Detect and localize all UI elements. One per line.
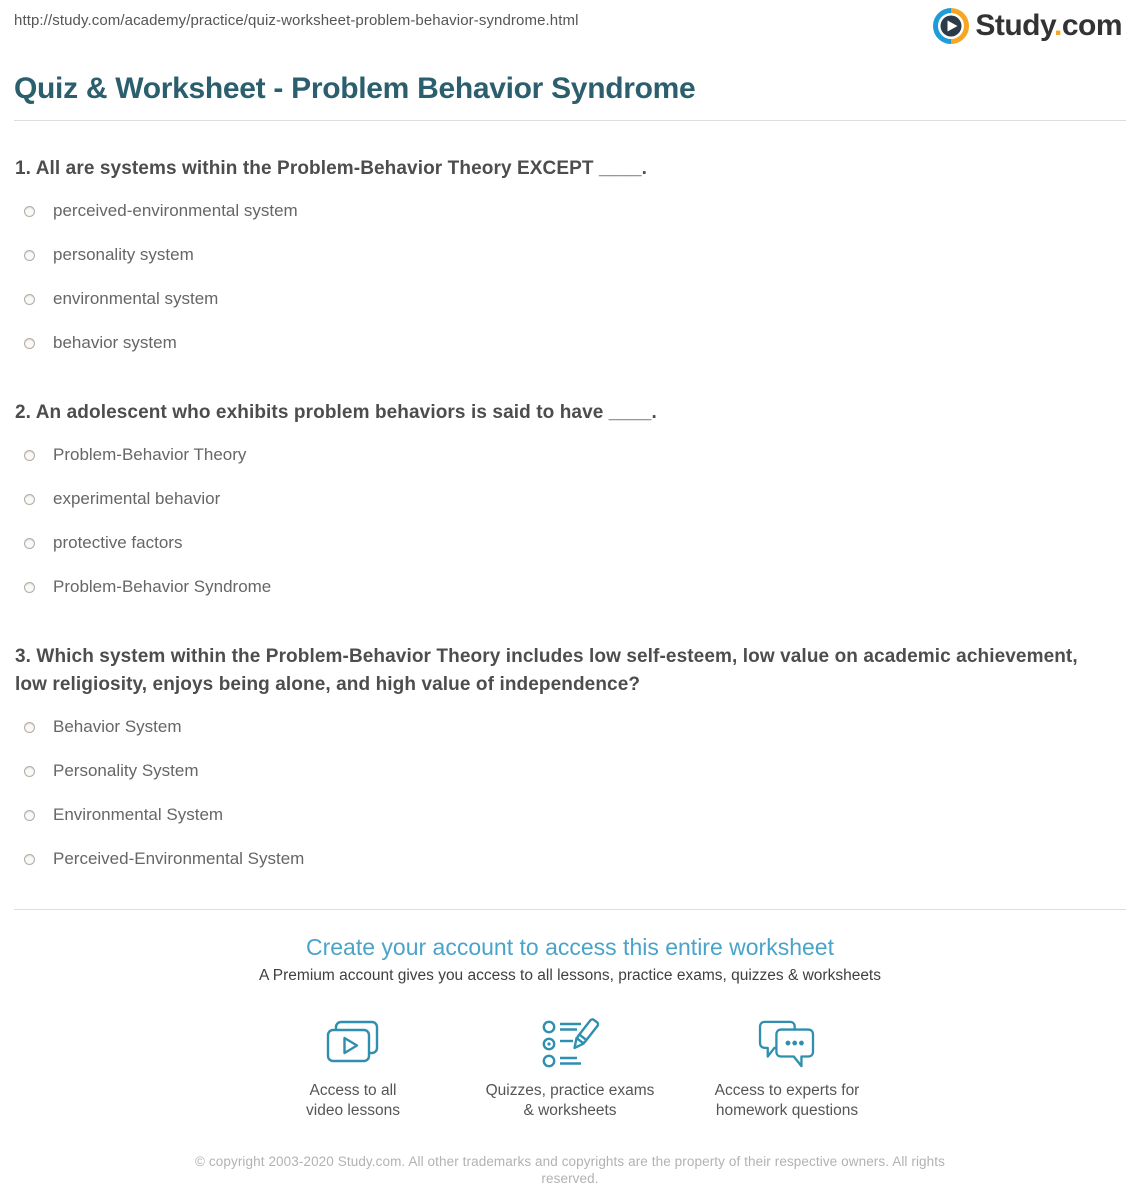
question-1-option-3[interactable] — [15, 277, 1080, 321]
question-3-option-4[interactable] — [15, 837, 1080, 881]
feature-homework-experts — [679, 1018, 896, 1121]
page-title: Quiz & Worksheet - Problem Behavior Syndrome — [14, 72, 696, 105]
radio-button[interactable] — [24, 722, 35, 733]
copyright-notice: © copyright 2003-2020 Study.com. All other trademarks and copyrights are the property of their respective owners. All rights reserved. — [195, 1154, 945, 1186]
study-logo-icon — [933, 8, 969, 44]
option-label: Problem-Behavior Syndrome — [53, 577, 272, 596]
question-2 — [15, 399, 1080, 609]
radio-button[interactable] — [24, 854, 35, 865]
option-label: Problem-Behavior Theory — [53, 445, 247, 464]
radio-button[interactable] — [24, 766, 35, 777]
create-account-link[interactable]: Create your account to access this entire worksheet — [306, 934, 834, 960]
feature-label: Quizzes, practice exams & worksheets — [485, 1082, 655, 1119]
question-1-option-4[interactable] — [15, 321, 1080, 365]
divider — [14, 909, 1126, 910]
question-1-text: 1. All are systems within the Problem-Behavior Theory EXCEPT ____. — [15, 158, 648, 179]
question-1-option-2[interactable] — [15, 233, 1080, 277]
radio-button[interactable] — [24, 294, 35, 305]
question-3-options — [15, 705, 1080, 881]
question-3-option-1[interactable] — [15, 705, 1080, 749]
divider — [14, 120, 1126, 121]
option-label: Personality System — [53, 761, 199, 780]
chat-experts-icon — [755, 1018, 819, 1070]
radio-button[interactable] — [24, 538, 35, 549]
option-label: Perceived-Environmental System — [53, 849, 305, 868]
radio-button[interactable] — [24, 450, 35, 461]
question-2-option-4[interactable] — [15, 565, 1080, 609]
page-header — [0, 0, 1140, 44]
radio-button[interactable] — [24, 206, 35, 217]
option-label: personality system — [53, 245, 194, 264]
question-1-option-1[interactable] — [15, 189, 1080, 233]
study-logo-text: Study.com — [975, 9, 1122, 42]
quizzes-worksheets-icon — [540, 1018, 600, 1070]
option-label: experimental behavior — [53, 489, 221, 508]
question-3-option-3[interactable] — [15, 793, 1080, 837]
feature-video-lessons — [245, 1018, 462, 1121]
feature-row — [0, 1018, 1140, 1121]
study-logo[interactable] — [933, 8, 1122, 44]
question-2-options — [15, 433, 1080, 609]
video-lessons-icon — [323, 1018, 383, 1070]
feature-quizzes-worksheets — [462, 1018, 679, 1121]
question-2-text: 2. An adolescent who exhibits problem behaviors is said to have ____. — [15, 402, 657, 423]
option-label: protective factors — [53, 533, 183, 552]
option-label: environmental system — [53, 289, 219, 308]
question-3-text: 3. Which system within the Problem-Behavior Theory includes low self-esteem, low value on academic achievement, low religiosity, enjoys being alone, and high value of independence? — [15, 646, 1078, 695]
radio-button[interactable] — [24, 338, 35, 349]
feature-label: Access to experts for homework questions — [714, 1082, 860, 1119]
question-2-option-1[interactable] — [15, 433, 1080, 477]
page-url: http://study.com/academy/practice/quiz-worksheet-problem-behavior-syndrome.html — [14, 12, 579, 29]
radio-button[interactable] — [24, 582, 35, 593]
radio-button[interactable] — [24, 494, 35, 505]
question-2-option-2[interactable] — [15, 477, 1080, 521]
option-label: perceived-environmental system — [53, 201, 298, 220]
question-1 — [15, 155, 1080, 365]
option-label: Behavior System — [53, 717, 182, 736]
radio-button[interactable] — [24, 810, 35, 821]
question-3-option-2[interactable] — [15, 749, 1080, 793]
feature-label: Access to all video lessons — [306, 1082, 400, 1119]
question-3 — [15, 643, 1080, 881]
option-label: Environmental System — [53, 805, 224, 824]
question-1-options — [15, 189, 1080, 365]
option-label: behavior system — [53, 333, 177, 352]
radio-button[interactable] — [24, 250, 35, 261]
question-2-option-3[interactable] — [15, 521, 1080, 565]
premium-subheading: A Premium account gives you access to all lessons, practice exams, quizzes & worksheets — [259, 967, 881, 984]
